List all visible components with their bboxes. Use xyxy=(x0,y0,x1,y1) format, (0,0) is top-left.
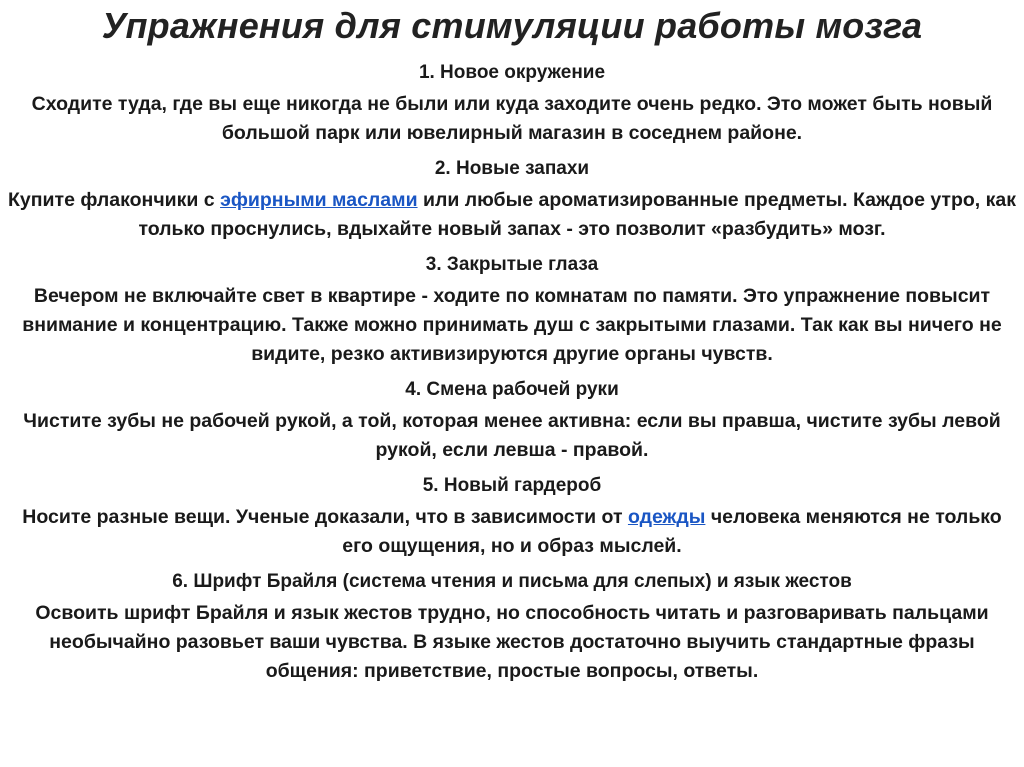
section-text-new-smells-after: или любые ароматизированные предметы. Каждое утро, как только проснулись, вдыхайте новый запах - это позволит «разбудить» мозг. xyxy=(138,189,1016,240)
section-heading-braille-sign-language: 6. Шрифт Брайля (система чтения и письма для слепых) и язык жестов xyxy=(172,571,852,592)
clothes-link[interactable]: одежды xyxy=(627,506,706,528)
section-heading-new-smells: 2. Новые запахи xyxy=(434,158,590,179)
section-heading-new-surroundings: 1. Новое окружение xyxy=(418,62,606,83)
section-text-new-wardrobe-after: человека меняются не только его ощущения, но и образ мыслей. xyxy=(342,506,1002,557)
section-text-braille-sign-language: Освоить шрифт Брайля и язык жестов трудно, но способность читать и разговаривать пальцами необычайно разовьет ваши чувства. В языке жестов достаточно выучить стандартные фразы общения: приветствие, простые вопросы, ответы. xyxy=(35,602,989,682)
section-heading-new-wardrobe: 5. Новый гардероб xyxy=(422,475,602,496)
section-text-new-surroundings: Сходите туда, где вы еще никогда не были или куда заходите очень редко. Это может быть новый большой парк или ювелирный магазин в соседнем районе. xyxy=(31,93,993,144)
section-text-new-smells xyxy=(6,186,1018,244)
section-text-new-smells-before: Купите флакончики с xyxy=(8,189,221,211)
essential-oils-link[interactable]: эфирными маслами xyxy=(220,189,418,211)
section-text-closed-eyes: Вечером не включайте свет в квартире - ходите по комнатам по памяти. Это упражнение повысит внимание и концентрацию. Также можно принимать душ с закрытыми глазами. Так как вы ничего не видите, резко активизируются другие органы чувств. xyxy=(22,285,1002,365)
section-heading-closed-eyes: 3. Закрытые глаза xyxy=(425,254,599,275)
section-text-new-wardrobe xyxy=(6,503,1018,561)
page-title: Упражнения для стимуляции работы мозга xyxy=(101,5,923,46)
section-text-working-hand: Чистите зубы не рабочей рукой, а той, которая менее активна: если вы правша, чистите зубы левой рукой, если левша - правой. xyxy=(23,410,1001,461)
section-heading-working-hand: 4. Смена рабочей руки xyxy=(405,379,619,400)
section-text-new-wardrobe-before: Носите разные вещи. Ученые доказали, что в зависимости от xyxy=(22,506,628,528)
